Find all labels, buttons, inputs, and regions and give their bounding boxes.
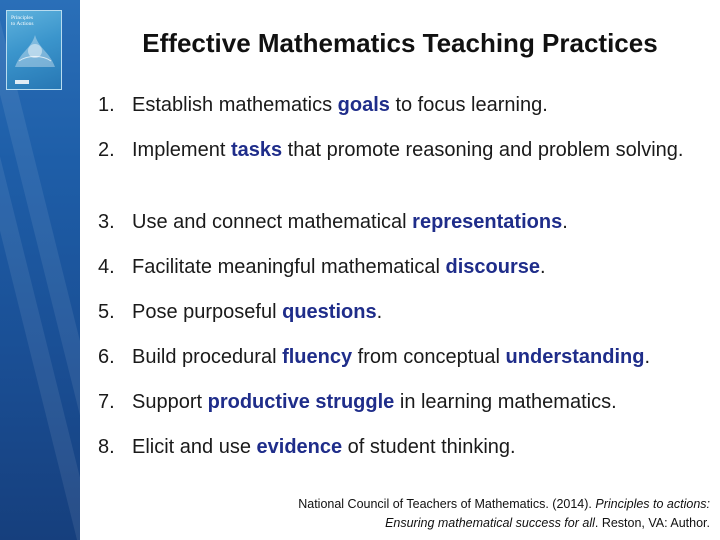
practice-keyword: productive struggle <box>207 391 395 413</box>
practice-keyword: questions <box>282 301 377 323</box>
practice-item <box>96 92 706 119</box>
practice-number: 8. <box>98 436 115 458</box>
practice-keyword: understanding <box>505 346 645 368</box>
practice-keyword: discourse <box>445 256 540 278</box>
practice-item <box>96 137 706 164</box>
practice-text-segment: . <box>539 256 546 278</box>
practice-text-segment: Implement <box>132 139 231 161</box>
citation <box>210 495 710 533</box>
practice-text-segment: that promote reasoning and problem solving. <box>282 139 684 161</box>
practice-number: 3. <box>98 211 115 233</box>
practice-text-segment: . <box>644 346 650 368</box>
practice-keyword: evidence <box>256 436 343 458</box>
practice-text-segment: Build procedural <box>132 346 283 368</box>
practice-text-segment: Support <box>132 391 208 413</box>
citation-title-part2: Ensuring mathematical success for all <box>385 516 595 530</box>
practice-keyword: representations <box>412 211 563 233</box>
practice-text-segment: to focus learning. <box>389 94 548 116</box>
practice-text <box>132 92 706 119</box>
practice-item <box>96 389 706 416</box>
practice-text-segment: Establish mathematics <box>132 94 338 116</box>
citation-publisher: . Reston, VA: Author. <box>594 516 710 530</box>
practice-keyword: goals <box>337 94 390 116</box>
practice-number: 6. <box>98 346 115 368</box>
practice-text-segment: Facilitate meaningful mathematical <box>132 256 446 278</box>
practice-text-segment: in learning mathematics. <box>394 391 617 413</box>
book-cover-title <box>11 15 33 27</box>
slide-title: Effective Mathematics Teaching Practices <box>142 28 658 58</box>
practice-keyword: fluency <box>282 346 353 368</box>
practice-keyword: tasks <box>230 139 283 161</box>
practice-item <box>96 434 706 461</box>
left-sidebar-decoration <box>0 0 80 540</box>
practice-number: 5. <box>98 301 115 323</box>
book-cover-illustration-icon <box>11 31 59 71</box>
practice-text-segment: of student thinking. <box>342 436 516 458</box>
practice-number: 2. <box>98 139 115 161</box>
practice-text <box>132 209 706 236</box>
practice-text-segment: Pose purposeful <box>132 301 283 323</box>
practice-text <box>132 137 706 164</box>
book-cover-title-line1: Principles <box>11 15 33 21</box>
book-cover-logo <box>15 80 29 84</box>
practice-text-segment: . <box>376 301 383 323</box>
citation-author: National Council of Teachers of Mathematics. (2014). <box>298 497 596 511</box>
practice-text-segment: from conceptual <box>352 346 506 368</box>
practice-text-segment: Use and connect mathematical <box>132 211 413 233</box>
practice-text <box>132 344 706 371</box>
citation-title-part1: Principles to actions: <box>595 497 710 511</box>
practice-text <box>132 389 706 416</box>
practice-text <box>132 254 706 281</box>
practice-item <box>96 299 706 326</box>
practice-number: 4. <box>98 256 115 278</box>
practice-number: 7. <box>98 391 115 413</box>
practice-item <box>96 254 706 281</box>
practice-text <box>132 434 706 461</box>
practice-item <box>96 209 706 236</box>
practice-text-segment: Elicit and use <box>132 436 257 458</box>
practice-number: 1. <box>98 94 115 116</box>
book-cover-title-line2: to Actions <box>11 21 34 27</box>
practice-text-segment: . <box>562 211 568 233</box>
book-cover-image <box>6 10 62 90</box>
practice-item <box>96 344 706 371</box>
practice-text <box>132 299 706 326</box>
